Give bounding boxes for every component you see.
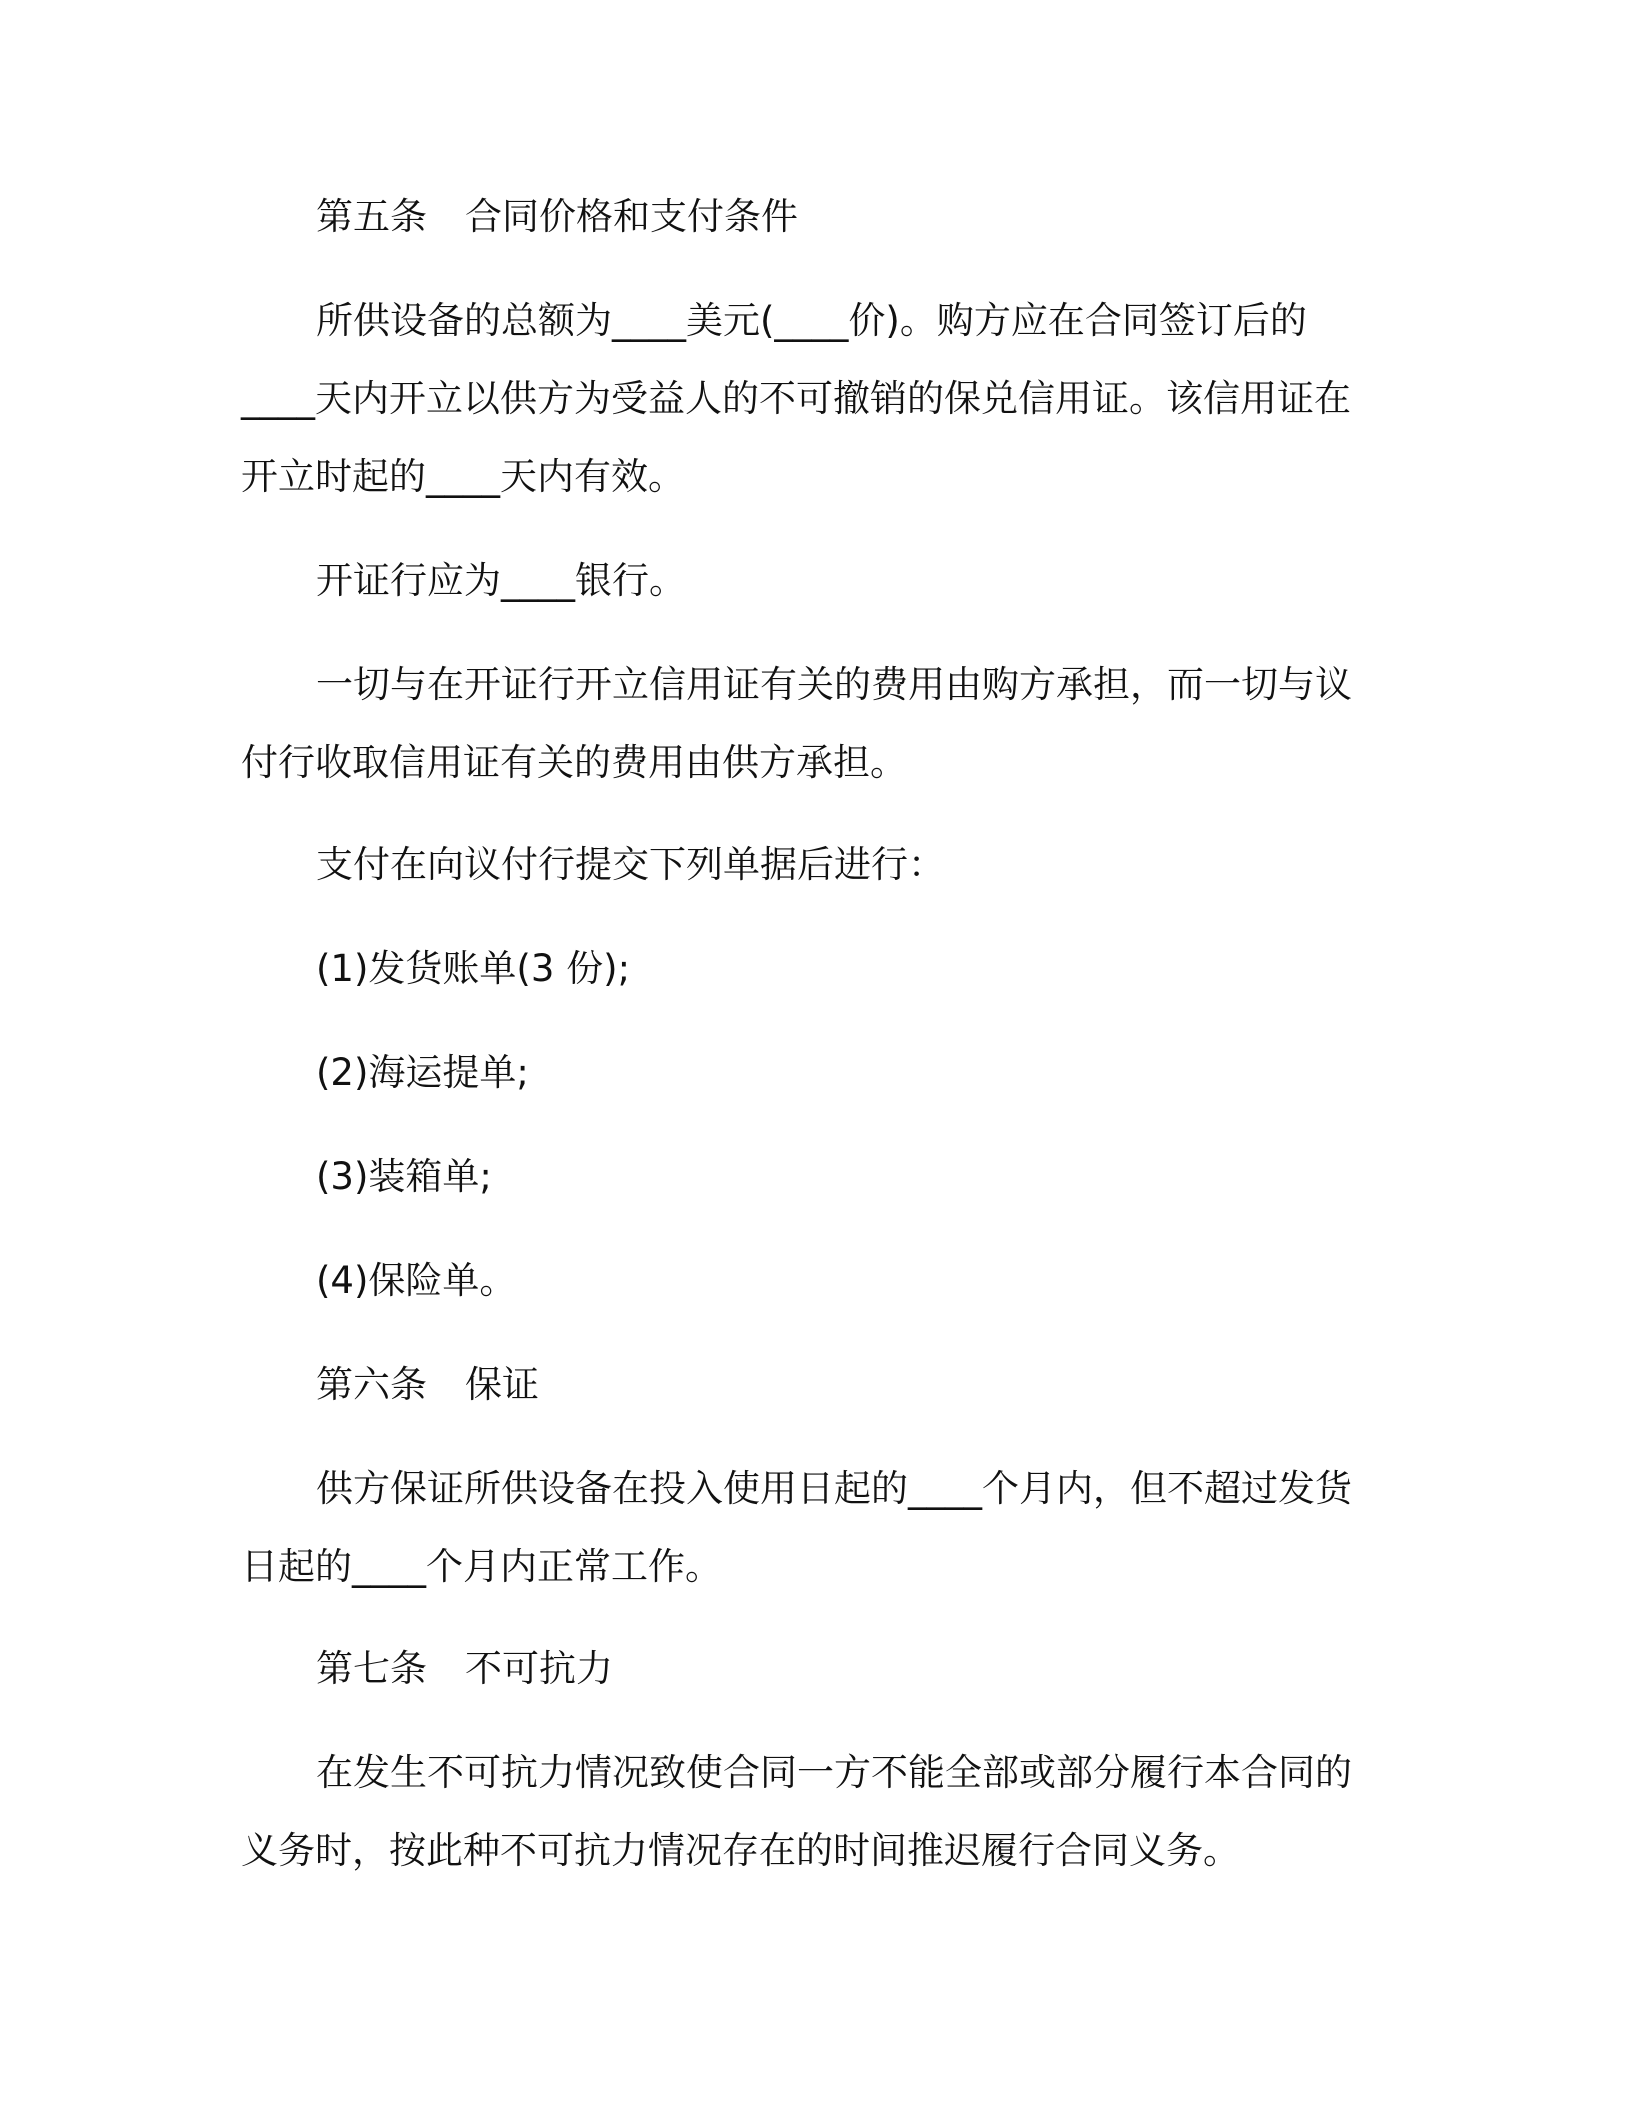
text-line: 所供设备的总额为____美元(____价)。购方应在合同签订后的 bbox=[316, 299, 1307, 342]
article-5-title: 合同价格和支付条件 bbox=[465, 195, 798, 238]
article-6-number: 第六条 bbox=[316, 1363, 427, 1406]
document-list-item: (4)保险单。 bbox=[316, 1259, 517, 1302]
article-5-number: 第五条 bbox=[316, 195, 427, 238]
paragraph-docs-intro bbox=[241, 826, 1375, 904]
paragraph-total-amount bbox=[241, 282, 1375, 516]
paragraph-fees bbox=[241, 646, 1375, 802]
text-line: 一切与在开证行开立信用证有关的费用由购方承担，而一切与议 bbox=[316, 663, 1352, 706]
document-list-item: (2)海运提单; bbox=[316, 1051, 529, 1094]
text-line: 义务时，按此种不可抗力情况存在的时间推迟履行合同义务。 bbox=[241, 1829, 1240, 1872]
document-list-item: (3)装箱单; bbox=[316, 1155, 492, 1198]
text-line: 供方保证所供设备在投入使用日起的____个月内，但不超过发货 bbox=[316, 1467, 1352, 1510]
text-line: 付行收取信用证有关的费用由供方承担。 bbox=[241, 741, 907, 784]
paragraph-warranty bbox=[241, 1450, 1375, 1606]
text-line: 在发生不可抗力情况致使合同一方不能全部或部分履行本合同的 bbox=[316, 1751, 1352, 1794]
paragraph-force-majeure bbox=[241, 1734, 1375, 1890]
article-7-heading bbox=[241, 1630, 1375, 1708]
paragraph-issuing-bank bbox=[241, 542, 1375, 620]
text-line: 开证行应为____银行。 bbox=[316, 559, 686, 602]
text-line: 开立时起的____天内有效。 bbox=[241, 455, 685, 498]
article-7-number: 第七条 bbox=[316, 1647, 427, 1690]
article-6-title: 保证 bbox=[465, 1363, 539, 1406]
text-line: 日起的____个月内正常工作。 bbox=[241, 1545, 722, 1588]
document-page bbox=[241, 0, 1375, 2112]
text-line: 支付在向议付行提交下列单据后进行： bbox=[316, 843, 945, 886]
article-6-heading bbox=[241, 1346, 1375, 1424]
article-5-heading bbox=[241, 178, 1375, 256]
article-7-title: 不可抗力 bbox=[465, 1647, 613, 1690]
document-list-item: (1)发货账单(3 份); bbox=[316, 947, 631, 990]
text-line: ____天内开立以供方为受益人的不可撤销的保兑信用证。该信用证在 bbox=[241, 377, 1351, 420]
